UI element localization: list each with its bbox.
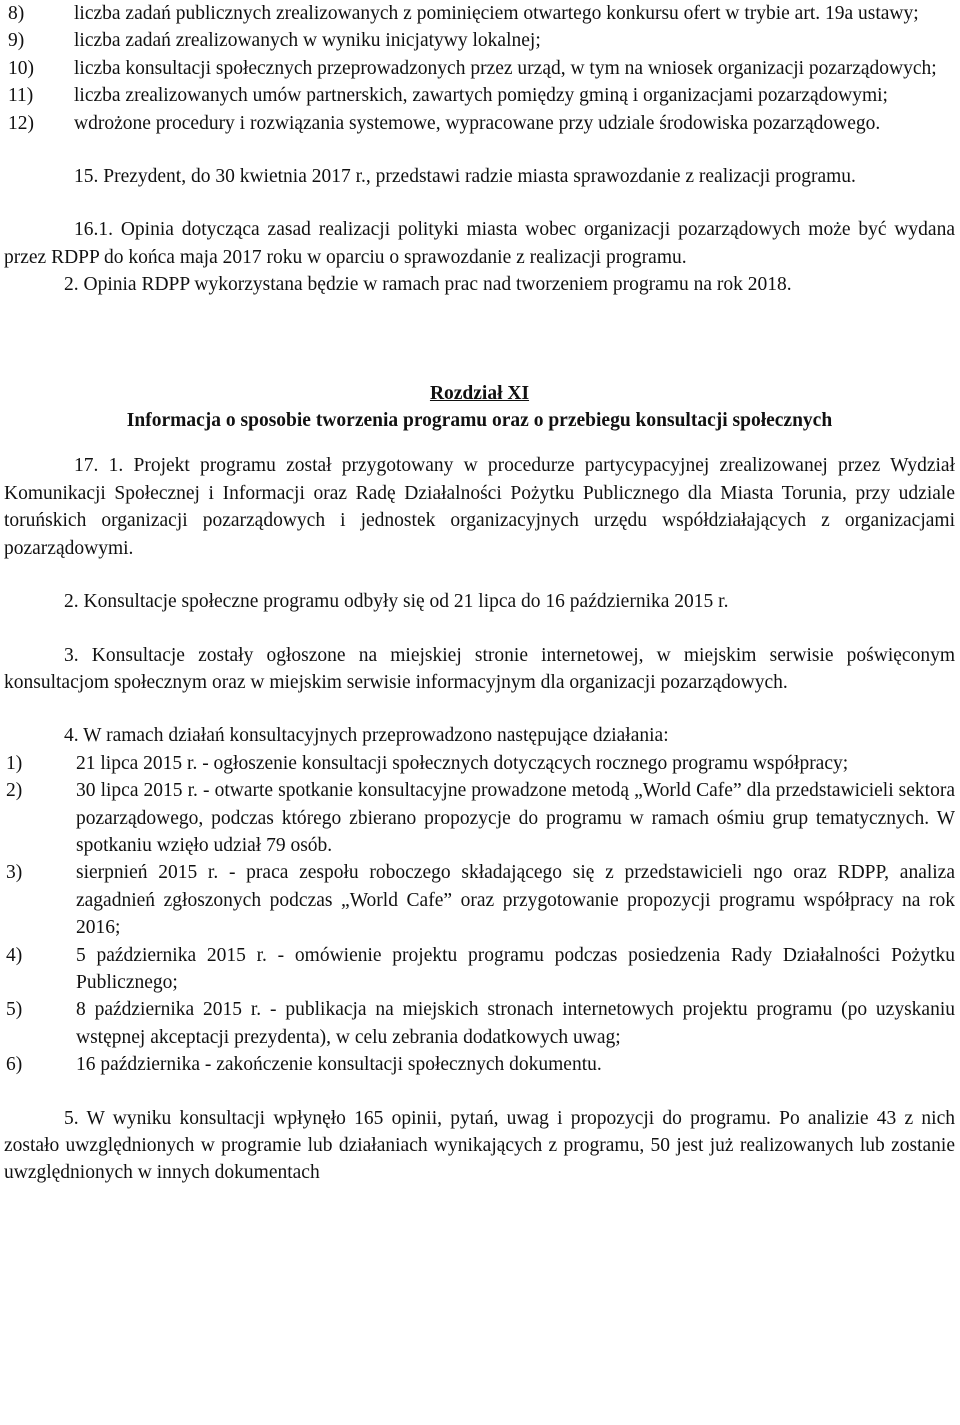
paragraph-17-1: 17. 1. Projekt programu został przygotowany w procedurze partycypacyjnej zrealizowanej przez Wydział Komunikacji Społecznej i Informacji oraz Radę Działalności Pożytku Publicznego dla Miasta Torunia, przy udziale toruńskich organizacji pozarządowych i jednostek organizacyjnych urzędu współdziałających z organizacjami pozarządowymi.	[4, 455, 955, 559]
paragraph-15: 15. Prezydent, do 30 kwietnia 2017 r., przedstawi radzie miasta sprawozdanie z realizacji programu.	[74, 166, 856, 188]
paragraph-16-1: 16.1. Opinia dotycząca zasad realizacji polityki miasta wobec organizacji pozarządowych może być wydana przez RDPP do końca maja 2017 roku w oparciu o sprawozdanie z realizacji programu.	[4, 219, 955, 268]
paragraph-17-3: 3. Konsultacje zostały ogłoszone na miejskiej stronie internetowej, w miejskim serwisie poświęconym konsultacjom społecznym oraz w miejskim serwisie informacyjnym dla organizacji pozarządowych.	[4, 644, 955, 693]
chapter-title: Informacja o sposobie tworzenia programu oraz o przebiegu konsultacji społecznych	[126, 410, 833, 432]
actions-list	[4, 750, 955, 1079]
chapter-number: Rozdział XI	[429, 382, 530, 404]
list-item: 4) 5 października 2015 r. - omówienie projektu programu podczas posiedzenia Rady Działalności Pożytku Publicznego;	[6, 944, 955, 993]
indicator-list	[4, 0, 955, 137]
paragraph-17-4: 4. W ramach działań konsultacyjnych przeprowadzono następujące działania:	[64, 725, 669, 747]
paragraph-17-5: 5. W wyniku konsultacji wpłynęło 165 opinii, pytań, uwag i propozycji do programu. Po analizie 43 z nich zostało uwzględnionych w programie lub działaniach wynikających z programu, 50 jest już realizowanych lub zostanie uwzględnionych w innych dokumentach	[4, 1107, 955, 1184]
paragraph-17-2: 2. Konsultacje społeczne programu odbyły się od 21 lipca do 16 października 2015 r.	[64, 591, 729, 613]
list-item: 3) sierpnień 2015 r. - praca zespołu roboczego składającego się z przedstawicieli ngo oraz RDPP, analiza zagadnień zgłoszonych podczas „World Cafe” oraz przygotowanie propozycji programu współpracy na rok 2016;	[6, 862, 955, 939]
list-item: 12) wdrożone procedury i rozwiązania systemowe, wypracowane przy udziale środowiska pozarządowego.	[8, 112, 881, 134]
list-item: 9) liczba zadań zrealizowanych w wyniku inicjatywy lokalnej;	[8, 30, 541, 52]
list-item: 8) liczba zadań publicznych zrealizowanych z pominięciem otwartego konkursu ofert w trybie art. 19a ustawy;	[8, 3, 919, 24]
paragraph-16-2: 2. Opinia RDPP wykorzystana będzie w ramach prac nad tworzeniem programu na rok 2018.	[64, 274, 792, 296]
list-item: 1) 21 lipca 2015 r. - ogłoszenie konsultacji społecznych dotyczących rocznego programu współpracy;	[6, 752, 849, 774]
list-item: 10) liczba konsultacji społecznych przeprowadzonych przez urząd, w tym na wniosek organizacji pozarządowych;	[8, 57, 937, 79]
list-item: 5) 8 października 2015 r. - publikacja na miejskich stronach internetowych projektu programu (po uzyskaniu wstępnej akceptacji prezydenta), w celu zebrania dodatkowych uwag;	[6, 999, 955, 1048]
list-item: 2) 30 lipca 2015 r. - otwarte spotkanie konsultacyjne prowadzone metodą „World Cafe” dla przedstawicieli sektora pozarządowego, podczas którego zbierano propozycje do programu w ramach ośmiu grup tematycznych. W spotkaniu wzięło udział 79 osób.	[6, 780, 955, 856]
list-item: 11) liczba zrealizowanych umów partnerskich, zawartych pomiędzy gminą i organizacjami pozarządowymi;	[8, 85, 888, 107]
list-item: 6) 16 października - zakończenie konsultacji społecznych dokumentu.	[6, 1054, 602, 1076]
